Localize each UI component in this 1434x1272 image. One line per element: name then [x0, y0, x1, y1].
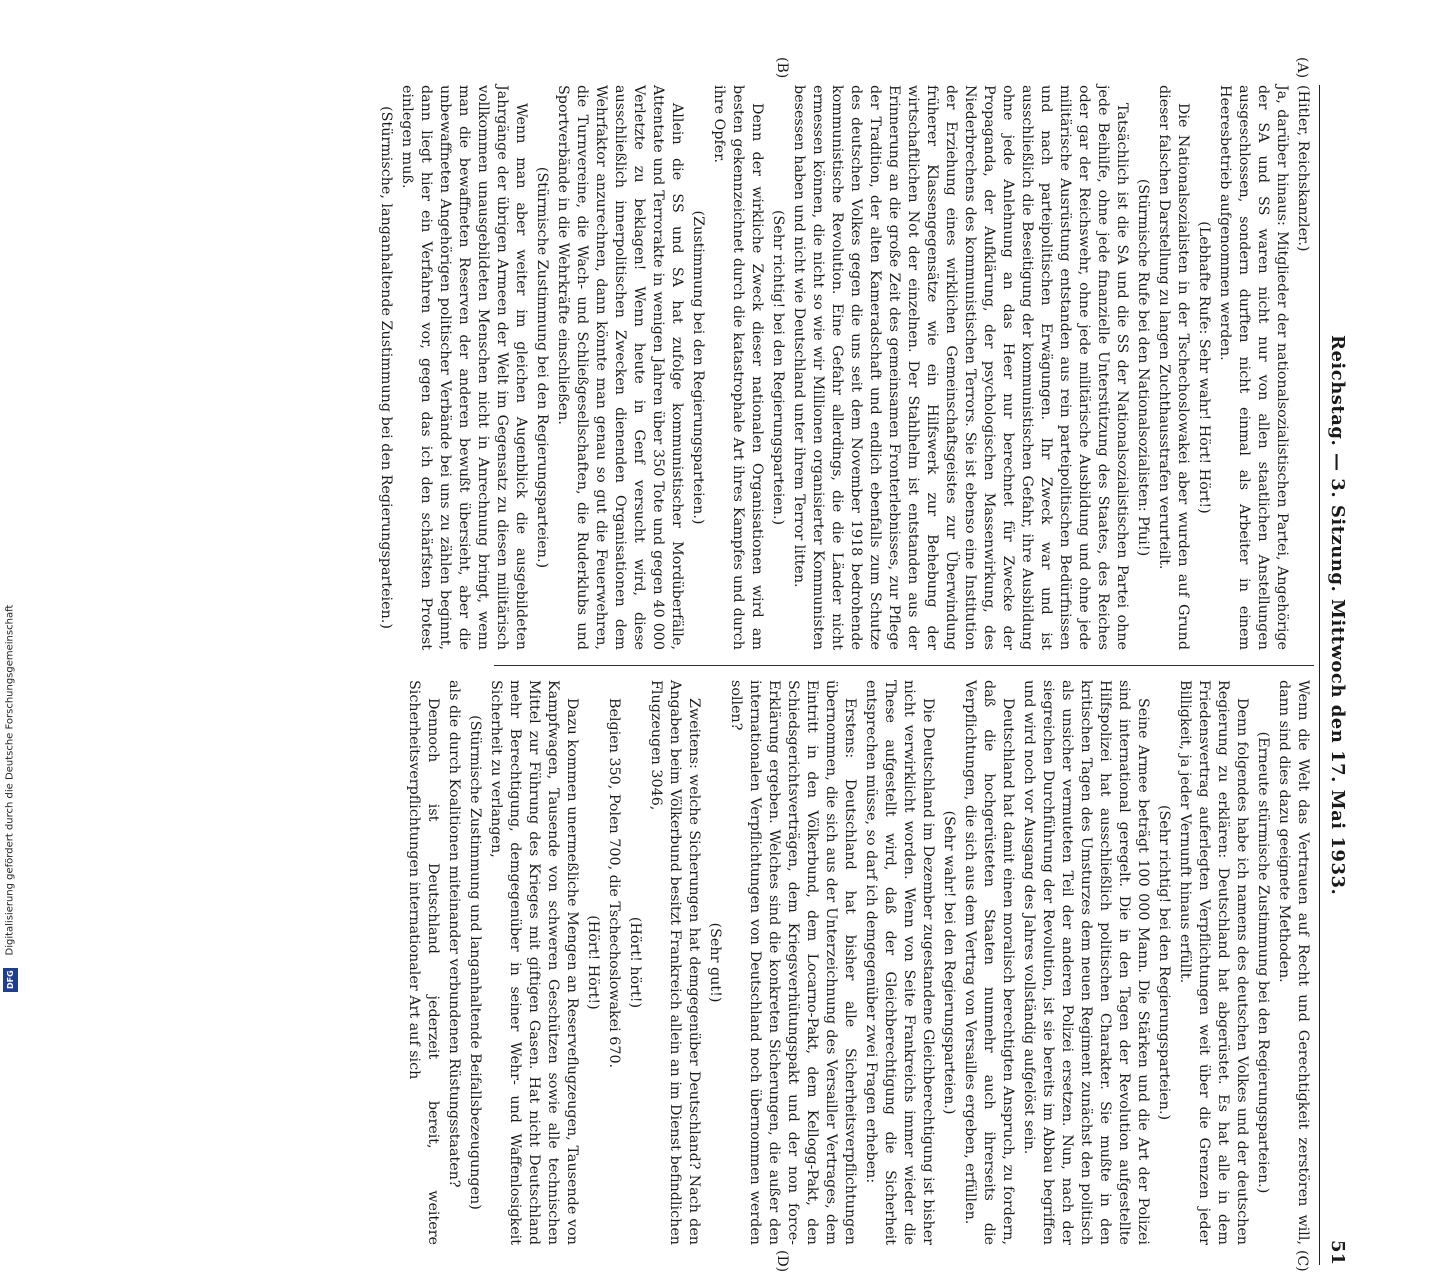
paragraph: Erstens: Deutschland hat bisher alle Sicherheitsverpflichtungen übernommen, die sich aus der Unterzeichnung des Versailler Vertrages, dem Eintritt in den Völkerbund, dem Locarno-Pakt, dem Kellogg-Pakt, den Schiedsgerichtsverträgen, dem Kriegsverhütungspakt und der non force-Erklärung ergeben. Welches sind die konkreten Sicherungen, die außer den internationalen Verpflichtungen von Deutschland noch übernommen werden sollen? [728, 680, 858, 1245]
paragraph: (Hitler, Reichskanzler.) [1295, 85, 1311, 252]
paragraph: Zweitens: welche Sicherungen hat demgegenüber Deutschland? Nach den Angaben beim Völkerbund besitzt Frankreich allein an im Dienst befindlichen Flugzeugen 3046, [648, 680, 702, 1245]
dfg-logo [3, 968, 18, 992]
paragraph: Wenn die Welt das Vertrauen auf Recht und Gerechtigkeit zerstören will, dann sind dies dazu geeignete Methoden. [1276, 680, 1311, 1245]
paragraph: Ja, darüber hinaus: Mitglieder der nationalsozialistischen Partei, Angehörige der SA und SS waren nicht nur von allen staatlichen Anstellungen ausgeschlossen, sondern durften nicht einmal als Arbeiter in einem Heeresbetrieb aufgenommen werden. [1217, 85, 1290, 650]
paragraph: Belgien 350, Polen 700, die Tschechoslowakei 670. [606, 698, 622, 1069]
footer [0, 905, 1434, 1000]
dfg-logo-text: DFG [6, 970, 15, 990]
margin-marker-a: (A) [1294, 57, 1310, 79]
paragraph: als die durch Koalitionen miteinander verbundenen Rüstungsstaaten? [446, 680, 462, 1188]
paragraph: Tatsächlich ist die SA und die SS der Nationalsozialistischen Partei ohne jede Beihilfe, ohne jede finanzielle Unterstützung des Staates, des Reiches oder gar der Reichswehr, ohne jede militärische Ausbildung und ohne jede militärische Ausrüstung entstanden aus rein parteipolitischen Bedürfnissen und nach parteipolitischen Erwägungen. Ihr Zweck war und ist ausschließlich die Beseitigung der kommunistischen Gefahr, ihre Ausbildung ohne jede Anlehnung an das Heer nur berechnet für Zwecke der Propaganda, der Aufklärung, der psychologischen Massenwirkung, des Niederbrechens des kommunistischen Terrors. Sie ist ebenso eine Institution der Erziehung eines wirklichen Gemeinschaftsgeistes zur Überwindung früherer Klassengegensätze wie ein Hilfswerk zur Behebung der wirtschaftlichen Not der einzelnen. Der Stahlhelm ist entstanden aus der Erinnerung an die große Zeit des gemeinsamen Fronterlebnisses, zur Pflege der Tradition, der alten Kameradschaft und endlich ebenfalls zum Schutze des deutschen Volkes gegen die uns seit dem November 1918 bedrohende kommunistische Revolution. Eine Gefahr allerdings, die die Länder nicht ermessen können, die nicht so wie wir Millionen organisierter Kommunisten besessen haben und nicht wie Deutschland unter ihrem Terror litten. [791, 85, 1130, 650]
interjection: (Sehr richtig! bei den Regierungsparteien.) [1156, 804, 1172, 1121]
interjection: (Hört! hört!) [627, 916, 643, 1009]
interjection: (Stürmische Zustimmung und langanhaltende Beifallsbezeugungen) [467, 715, 483, 1210]
interjection: (Lebhafte Rufe: Sehr wahr! Hört! Hört!) [1196, 221, 1212, 514]
interjection: (Sehr richtig! bei den Regierungsparteien.) [770, 209, 786, 526]
interjection: (Hört! Hört!) [585, 915, 601, 1010]
paragraph: Denn folgendes habe ich namens des deutschen Volkes und der deutschen Regierung zu erklären: Deutschland hat abgerüstet. Es hat alle in dem Friedensvertrag auferlegten Verpflichtungen weit über die Grenzen jeder Billigkeit, ja jeder Vernunft hinaus erfüllt. [1177, 680, 1250, 1245]
credit-text: Digitalisierung gefördert durch die Deutsche Forschungsgemeinschaft [4, 604, 16, 956]
paragraph: Allein die SS und SA hat zufolge kommunistischer Mordüberfälle, Attentate und Terrorakte in wenigen Jahren über 350 Tote und gegen 40 000 Verletzte zu beklagen! Wenn heute in Genf versucht wird, diese ausschließlich innerpolitischen Zwecken dienenden Organisationen dem Wehrfaktor anzurechnen, dann könnte man genau so gut die Feuerwehren, die Turnvereine, die Wach- und Schließgesellschaften, die Ruderklubs und Sportverbände in die Wehrkräfte einschließen. [555, 85, 685, 650]
margin-marker-d: (D) [774, 1250, 790, 1272]
paragraph: Wenn man aber weiter im gleichen Augenblick die ausgebildeten Jahrgänge der übrigen Armeen der Welt im Gegensatz zu diesen militärisch vollkommen unausgebildeten Menschen nicht in Anrechnung bringt, wenn man die bewaffneten Reserven der anderen bewußt übersieht, aber die unbewaffneten Angehörigen politischer Verbände bei uns zu zählen beginnt, dann liegt hier ein Verfahren vor, gegen das ich den schärfsten Protest einlegen muß. [399, 85, 529, 650]
header-title: Reichstag. — 3. Sitzung. Mittwoch den 17. Mai 1933. [1327, 335, 1348, 896]
margin-marker-b: (B) [774, 57, 790, 79]
document-page [170, 57, 1350, 1272]
interjection: (Zustimmung bei den Regierungsparteien.) [690, 210, 706, 525]
paragraph: Deutschland hat damit einen moralisch berechtigten Anspruch, zu fordern, daß die hochgerüsteten Staaten nunmehr auch ihrerseits die Verpflichtungen, die sich aus dem Vertrag von Versailles ergeben, erfüllen. [962, 680, 1016, 1245]
interjection: (Sehr gut!) [707, 922, 723, 1003]
interjection: (Stürmische, langanhaltende Zustimmung bei den Regierungsparteien.) [378, 106, 394, 629]
credit-strip [0, 560, 20, 960]
page-number: 51 [1327, 1239, 1348, 1265]
paragraph: Denn der wirkliche Zweck dieser nationalen Organisationen wird am besten gekennzeichnet durch die katastrophale Art ihres Kampfes und durch ihre Opfer. [711, 85, 765, 650]
column-divider [494, 665, 1314, 666]
page-header [1319, 85, 1350, 1265]
paragraph: Dennoch ist Deutschland jederzeit bereit, weitere Sicherheitsverpflichtungen internationaler Art auf sich [406, 680, 441, 1245]
interjection: (Stürmische Rufe bei den Nationalsozialisten: Pfui!) [1135, 178, 1151, 557]
interjection: (Stürmische Zustimmung bei den Regierungsparteien.) [534, 166, 550, 569]
paragraph: Seine Armee beträgt 100 000 Mann. Die Stärken und die Art der Polizei sind international geregelt. Die in den Tagen der Revolution aufgestellte Hilfspolizei hat ausschließlich politischen Charakter. Sie mußte in den kritischen Tagen des Umsturzes dem neuen Regiment zunächst den politisch als unsicher vermuteten Teil der anderen Polizei ersetzen. Nun, nach der siegreichen Durchführung der Revolution, ist sie bereits im Abbau begriffen und wird noch vor Ausgang des Jahres vollständig aufgelöst sein. [1021, 680, 1151, 1245]
left-column [374, 85, 1312, 650]
margin-marker-c: (C) [1294, 1250, 1310, 1272]
interjection: (Erneute stürmische Zustimmung bei den Regierungsparteien.) [1255, 731, 1271, 1194]
interjection: (Sehr wahr! bei den Regierungsparteien.) [941, 810, 957, 1115]
paragraph: Die Nationalsozialisten in der Tschechoslowakei aber wurden auf Grund dieser falschen Darstellung zu langen Zuchthausstrafen verurteilt. [1156, 85, 1191, 650]
paragraph: Die Deutschland im Dezember zugestandene Gleichberechtigung ist bisher nicht verwirklicht worden. Wenn von Seite Frankreichs immer wieder die These aufgestellt wird, daß der Gleichberechtigung die Sicherheit entsprechen müsse, so darf ich demgegenüber zwei Fragen erheben: [863, 680, 936, 1245]
paragraph: Dazu kommen unermeßliche Mengen an Reserveflugzeugen, Tausende von Kampfwagen, Tausende von schweren Geschützen sowie alle technischen Mittel zur Führung des Krieges mit giftigen Gasen. Hat nicht Deutschland mehr Berechtigung, demgegenüber in seiner Wehr- und Waffenlosigkeit Sicherheit zu verlangen, [488, 680, 580, 1245]
